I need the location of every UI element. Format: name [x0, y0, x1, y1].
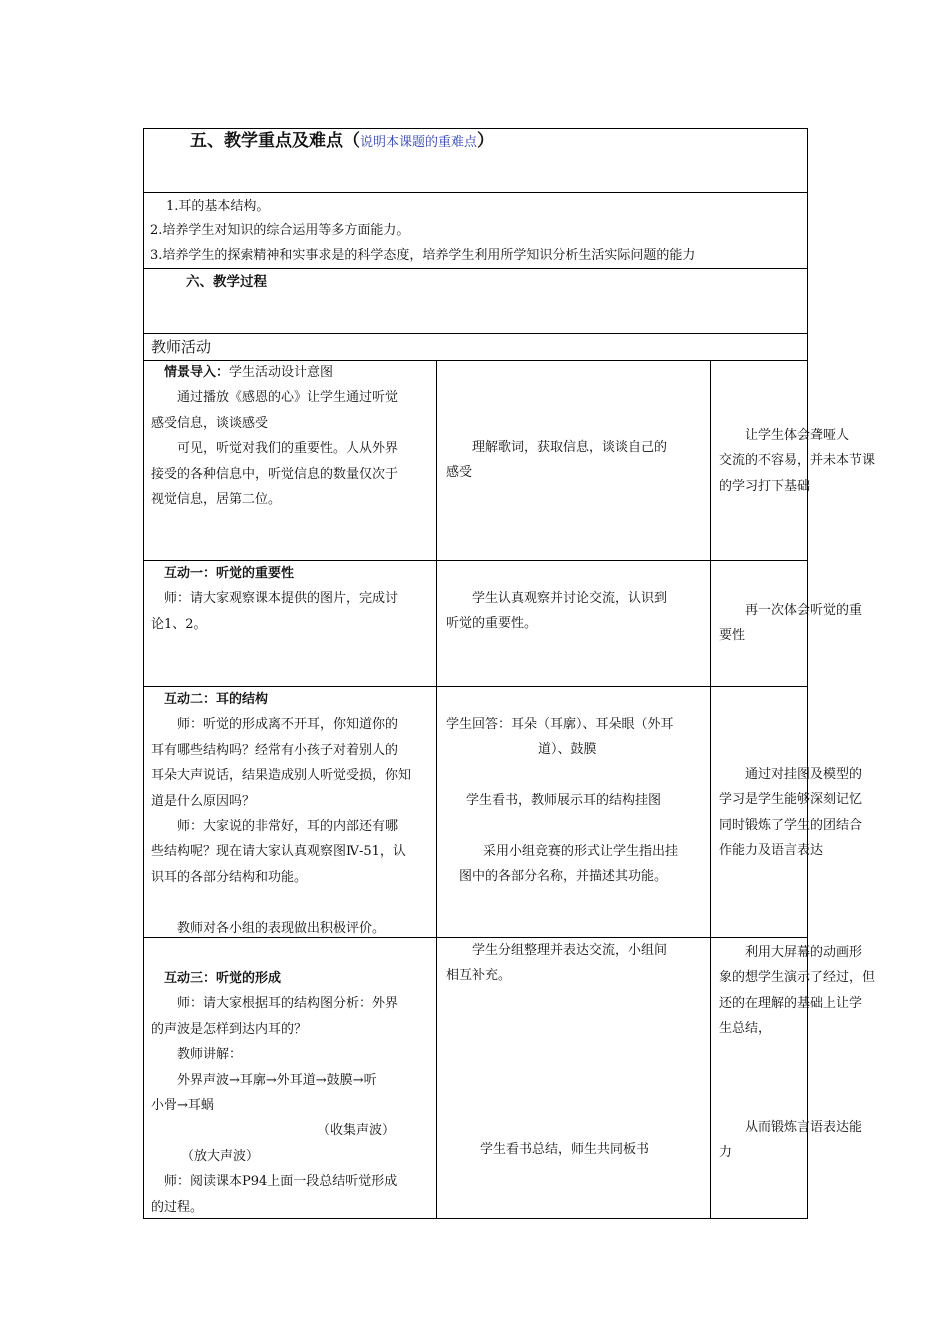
row2-intent-cell — [719, 598, 899, 649]
row4-student-line: 相互补充。 — [446, 968, 512, 984]
row4-teacher-line: 师：阅读课本P94上面一段总结听觉形成 — [164, 1174, 398, 1190]
section6-title: 六、教学过程 — [186, 274, 267, 290]
table-left-border — [143, 128, 144, 1219]
row2-intent-line: 要性 — [719, 628, 746, 644]
row1-intent-line: 让学生体会聋哑人 — [745, 428, 850, 443]
row2-student-line: 学生认真观察并讨论交流，认识到 — [472, 591, 668, 606]
row1-teacher-line: 视觉信息，居第二位。 — [151, 492, 282, 508]
row4-intent-line: 利用大屏幕的动画形 — [745, 945, 863, 960]
focus-item-3: 3.培养学生的探索精神和实事求是的科学态度，培养学生利用所学知识分析生活实际问题的能力 — [150, 248, 696, 263]
row1-teacher-line: 接受的各种信息中，听觉信息的数量仅次于 — [151, 466, 399, 482]
row3-teacher-line: 识耳的各部分结构和功能。 — [151, 869, 308, 885]
row4-intent-line: 还的在理解的基础上让学 — [719, 995, 863, 1011]
row-line-1 — [143, 192, 808, 193]
row3-student-spacer — [446, 763, 708, 788]
row4-student-line: 学生分组整理并表达交流，小组间 — [472, 943, 668, 958]
row3-intent-cell — [719, 762, 899, 864]
row4-teacher-head: 互动三：听觉的形成 — [164, 971, 282, 986]
row3-teacher-line: 教师对各小组的表现做出积极评价。 — [177, 920, 386, 936]
row1-student-cell — [446, 435, 708, 486]
row4-student-cell — [446, 938, 708, 989]
row3-teacher-spacer — [151, 890, 433, 915]
row3-intent-line: 同时锻炼了学生的团结合 — [719, 817, 863, 833]
row3-student-line: 图中的各部分名称，并描述其功能。 — [459, 869, 668, 885]
row3-student-line: 道）、鼓膜 — [538, 742, 597, 758]
row3-teacher-head: 互动二：耳的结构 — [164, 692, 269, 707]
section5-close: ） — [477, 131, 495, 151]
row3-teacher-cell — [151, 687, 433, 941]
row4-teacher-cell — [151, 966, 433, 1220]
row4-teacher-line: （放大声波） — [181, 1148, 260, 1164]
row4-intent-line: 象的想学生演示了经过，但 — [719, 970, 876, 986]
row2-intent-line: 再一次体会听觉的重 — [745, 603, 863, 618]
row1-intent-line: 交流的不容易，并未本节课 — [719, 453, 876, 469]
row2-teacher-line: 师：请大家观察课本提供的图片，完成讨 — [164, 591, 399, 607]
row1-student-line: 理解歌词，获取信息，谈谈自己的 — [472, 440, 668, 455]
row4-teacher-line: 的过程。 — [151, 1199, 204, 1215]
row4-teacher-line: 小骨→耳蜗 — [151, 1098, 214, 1114]
row4-teacher-line: （收集声波） — [317, 1123, 396, 1139]
row4-teacher-line: 的声波是怎样到达内耳的？ — [151, 1021, 308, 1037]
row3-intent-line: 学习是学生能够深刻记忆 — [719, 792, 863, 808]
row3-teacher-line: 些结构呢？现在请大家认真观察图Ⅳ-51，认 — [151, 844, 406, 860]
row3-teacher-line: 耳有哪些结构吗？经常有小孩子对着别人的 — [151, 742, 399, 758]
row1-teacher-line: 通过播放《感恩的心》让学生通过听觉 — [177, 390, 399, 406]
row1-teacher-cell — [151, 360, 433, 512]
row1-intent-line: 的学习打下基础 — [719, 478, 811, 494]
row3-teacher-line: 耳朵大声说话，结果造成别人听觉受损，你知 — [151, 768, 412, 784]
row1-teacher-line: 可见，听觉对我们的重要性。人从外界 — [177, 441, 399, 457]
row2-teacher-head: 互动一：听觉的重要性 — [164, 566, 295, 581]
row3-teacher-line: 师：大家说的非常好，耳的内部还有哪 — [177, 819, 399, 835]
focus-item-2: 2.培养学生对知识的综合运用等多方面能力。 — [150, 223, 410, 238]
row4-intent-line: 从而锻炼言语表达能 — [745, 1120, 863, 1135]
row4-teacher-line: 师：请大家根据耳的结构图分析：外界 — [177, 996, 399, 1012]
row3-intent-line: 通过对挂图及模型的 — [745, 767, 863, 782]
focus-item-1: 1.耳的基本结构。 — [166, 199, 270, 214]
section5-title: 五、教学重点及难点（ — [190, 131, 360, 151]
row4-intent-line: 生总结， — [719, 1021, 772, 1037]
column-divider-1 — [436, 360, 437, 1219]
row4-intent-line: 力 — [719, 1145, 733, 1161]
row2-student-line: 听觉的重要性。 — [446, 616, 538, 632]
row3-intent-line: 作能力及语言表达 — [719, 843, 824, 859]
row2-teacher-line: 论1、2。 — [151, 616, 207, 632]
row-line-3 — [143, 333, 808, 334]
column-divider-2 — [710, 360, 711, 1219]
row3-student-line: 学生回答：耳朵（耳廓）、耳朵眼（外耳 — [446, 717, 674, 732]
row3-student-line: 学生看书，教师展示耳的结构挂图 — [466, 793, 662, 809]
row2-student-cell — [446, 586, 708, 637]
row1-teacher-head-rest: 学生活动设计意图 — [229, 365, 334, 380]
table-right-border — [807, 128, 808, 1219]
row4-teacher-line: 教师讲解： — [177, 1047, 243, 1063]
row-line-2 — [143, 268, 808, 269]
row1-teacher-line: 感受信息，谈谈感受 — [151, 415, 269, 431]
row4-intent-cell — [719, 940, 899, 1042]
row4-teacher-line: 外界声波→耳廓→外耳道→鼓膜→听 — [177, 1072, 377, 1088]
row3-student-spacer — [446, 814, 708, 839]
row3-teacher-line: 师：听觉的形成离不开耳，你知道你的 — [177, 717, 399, 733]
section5-note: 说明本课题的重难点 — [360, 135, 478, 150]
row3-student-cell — [446, 712, 708, 890]
row1-teacher-head: 情景导入： — [164, 365, 230, 380]
row2-teacher-cell — [151, 561, 433, 637]
row3-student-line: 采用小组竞赛的形式让学生指出挂 — [483, 844, 679, 859]
row3-teacher-line: 道是什么原因吗？ — [151, 793, 256, 809]
teacher-activity-header: 教师活动 — [151, 338, 212, 356]
row4-intent-cell-2 — [719, 1115, 899, 1166]
row1-student-line: 感受 — [446, 465, 473, 481]
section5-heading — [190, 129, 494, 153]
row4-student-summary: 学生看书总结，师生共同板书 — [480, 1142, 650, 1157]
row1-intent-cell — [719, 423, 899, 499]
